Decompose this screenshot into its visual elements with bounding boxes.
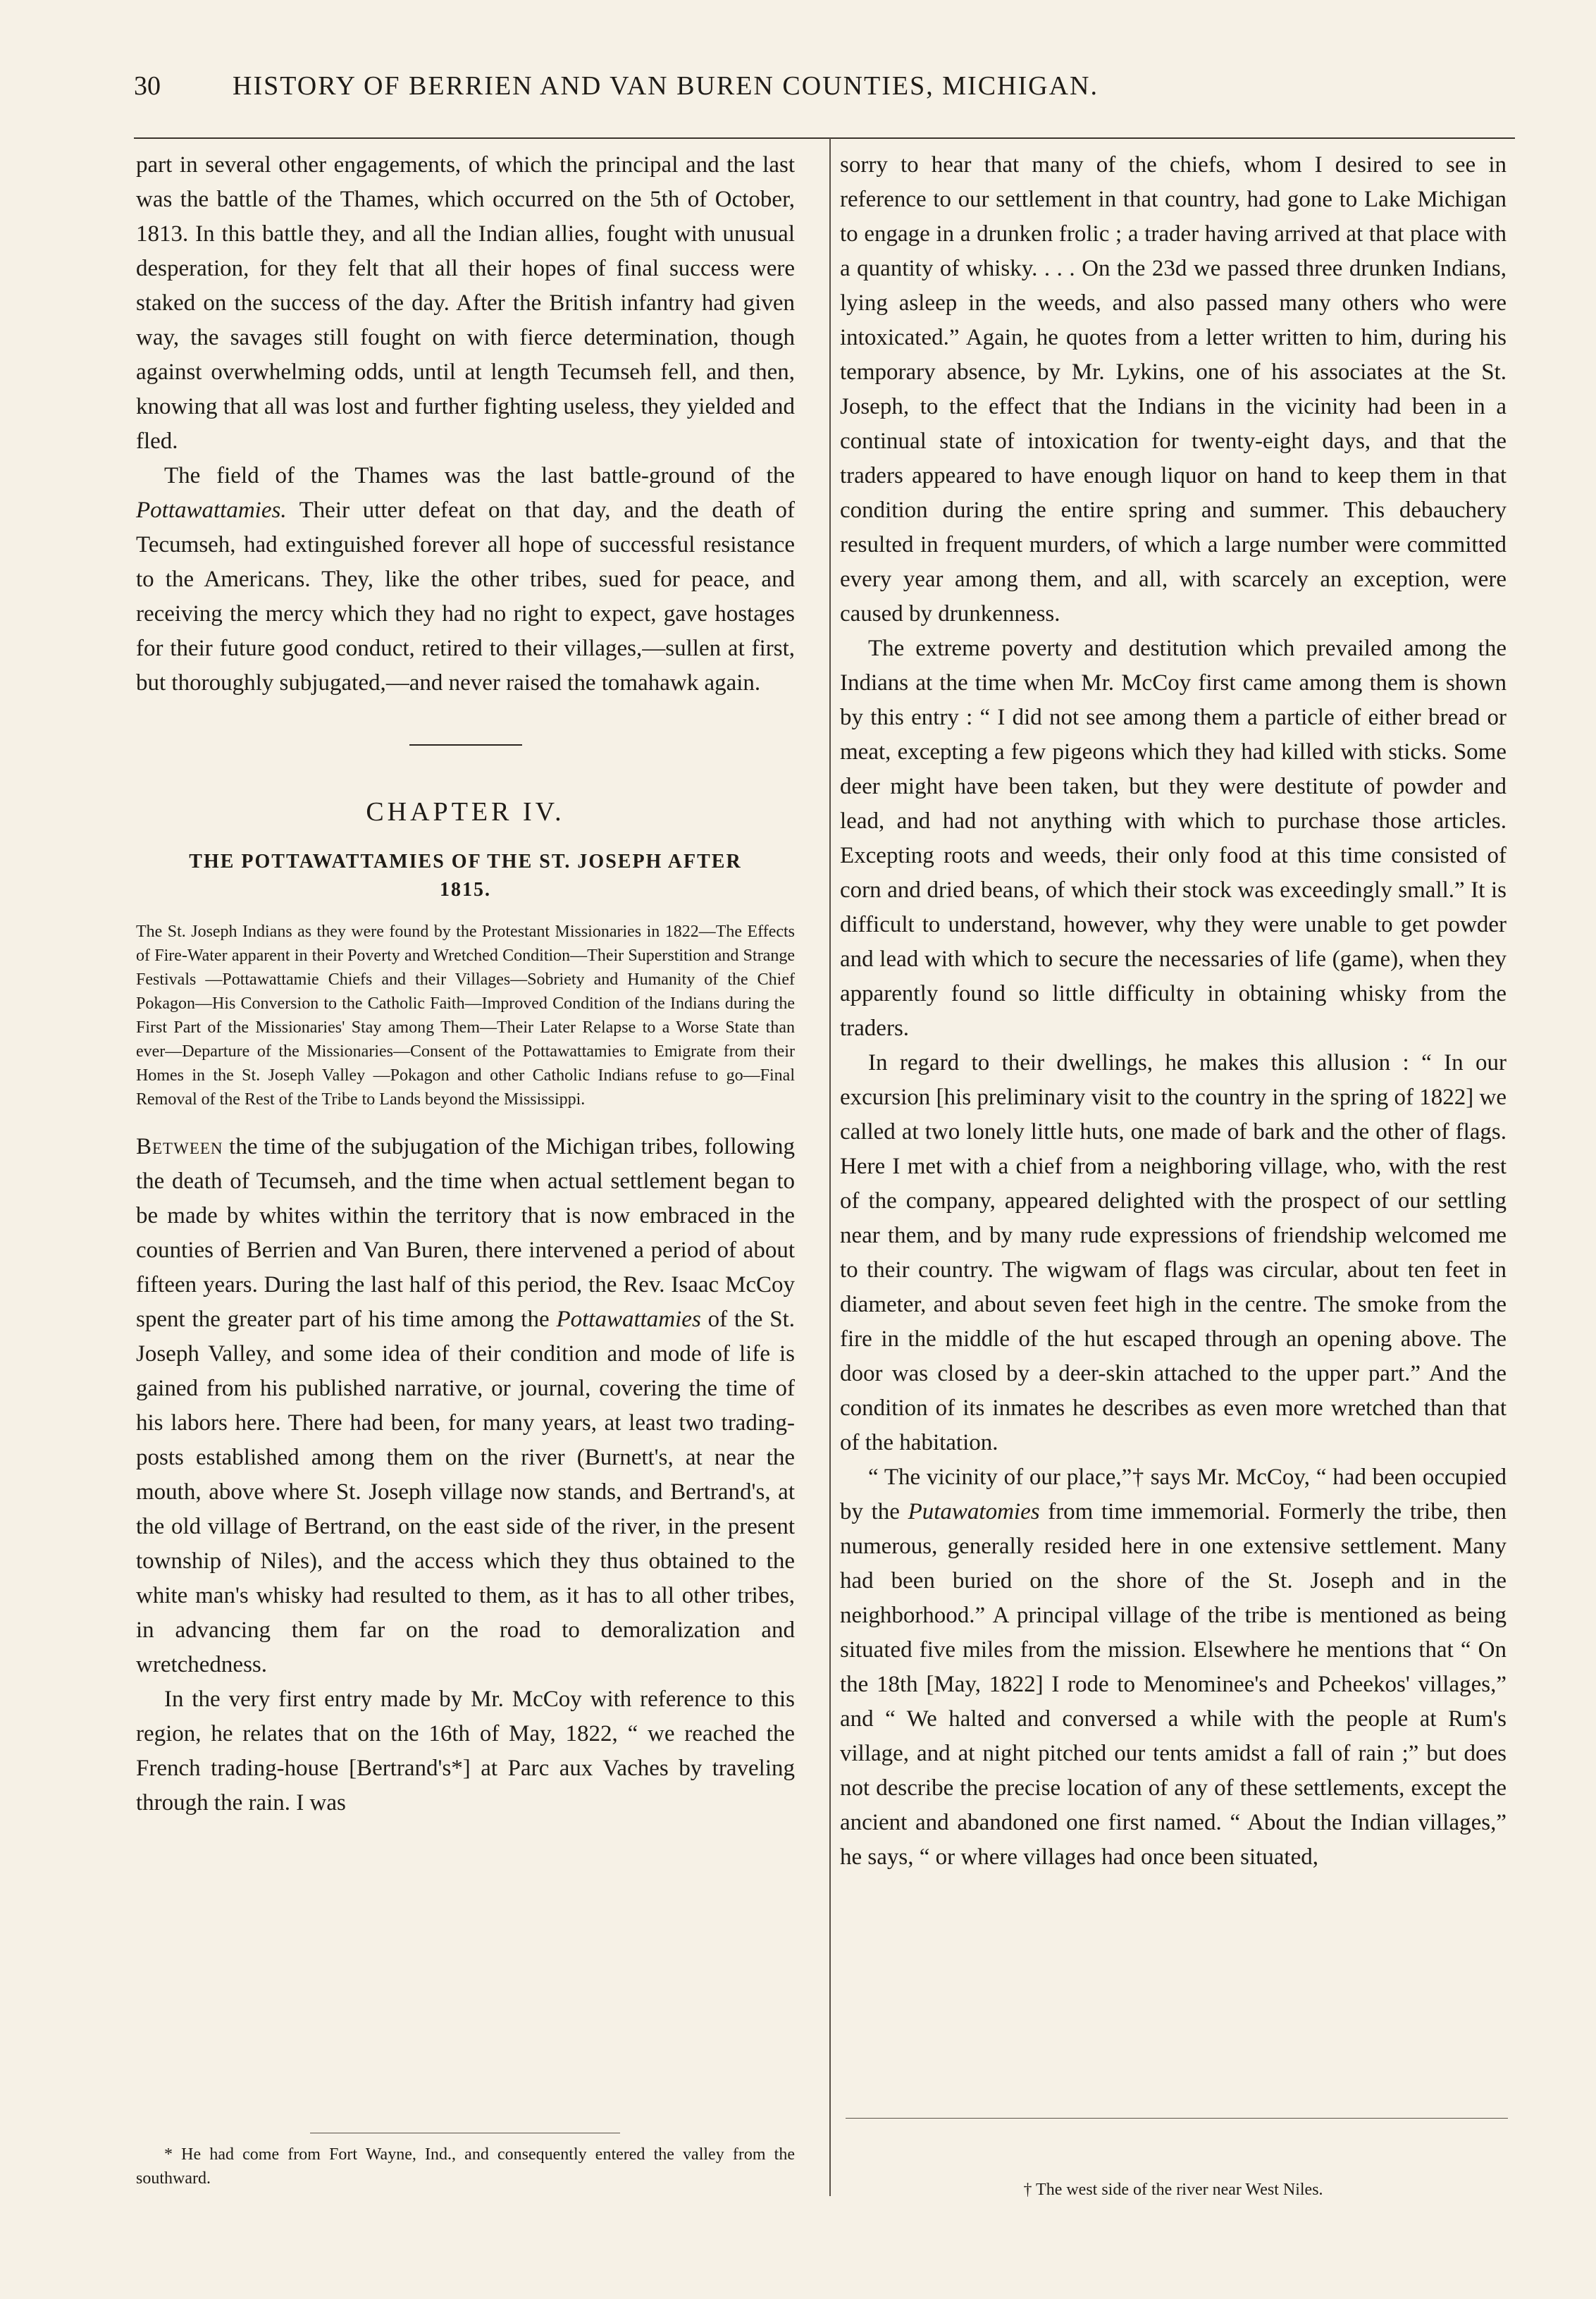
paragraph: The extreme poverty and destitution which prevailed among the Indians at the time when Mr. McCoy first came among them is shown by this entry : “ I did not see among them a particle of either bread or meat, excepting a few pigeons which they had killed with sticks. Some deer might have been taken, but they were destitute of powder and lead, and had not anything with which to purchase those articles. Excepting roots and weeds, their only food at this time consisted of corn and dried beans, of which their stock was exceedingly small.” It is difficult to understand, however, why they were unable to get powder and lead with which to secure the necessaries of life (game), when they apparently found so little difficulty in obtaining whisky from the traders. xyxy=(840,636,1507,1041)
paragraph-text: of the St. Joseph Valley, and some idea of their condition and mode of life is gained from his published narrative, or journal, covering the time of his labors here. There had been, for many years, at least two trading-posts established among them on the river (Burnett's, at near the mouth, above where St. Joseph village now stands, and Bertrand's, at the old village of Bertrand, on the east side of the river, in the present township of Niles), and the access which they thus obtained to the white man's whisky had resulted to them, as it has to all other tribes, in advancing them far on the road to demoralization and wretchedness. xyxy=(136,1307,795,1677)
paragraph: In regard to their dwellings, he makes this allusion : “ In our excursion [his preliminary visit to the country in the spring of 1822] we called at two lonely little huts, one made of bark and the other of flags. Here I met with a chief from a neighboring village, who, with the rest of the company, appeared delighted with the prospect of our settling near them, and by many rude expressions of friendship welcomed me to their country. The wigwam of flags was circular, about ten feet in diameter, and about seven feet high in the centre. The smoke from the fire in the middle of the hut escaped through an opening above. The door was closed by a deer-skin attached to the upper part.” And the condition of its inmates he describes as even more wretched than that of the habitation. xyxy=(840,1050,1507,1455)
paragraph-text: Their utter defeat on that day, and the death of Tecumseh, had extinguished forever all hope of successful resistance to the Americans. They, like the other tribes, sued for peace, and receiving the mercy which they had no right to expect, gave hostages for their future good conduct, retired to their villages,—sullen at first, but thoroughly subjugated,—and never raised the tomahawk again. xyxy=(136,498,795,696)
paragraph-text: the time of the subjugation of the Michigan tribes, following the death of Tecumseh, and the time when actual settlement began to be made by whites within the territory that is now embraced in the counties of Berrien and Van Buren, there intervened a period of about fifteen years. During the last half of this period, the Rev. Isaac McCoy spent the greater part of his time among the xyxy=(136,1134,795,1332)
paragraph: In the very first entry made by Mr. McCoy with reference to this region, he relates that on the 16th of May, 1822, “ we reached the French trading-house [Bertrand's*] at Parc aux Vaches by traveling through the rain. I was xyxy=(136,1687,795,1816)
paragraph-text: from time immemorial. Formerly the tribe, then numerous, generally resided here in one extensive settlement. Many had been buried on the shore of the St. Joseph and in the neighborhood.” A principal village of the tribe is mentioned as being situated five miles from the mission. Elsewhere he mentions that “ On the 18th [May, 1822] I rode to Menominee's and Pcheekos' villages,” and “ We halted and conversed a while with the people at Rum's village, and at night pitched our tents amidst a fall of rain ;” but does not describe the precise location of any of these settlements, except the ancient and abandoned one first named. “ About the Indian villages,” he says, “ or where villages had once been situated, xyxy=(840,1499,1507,1870)
running-title: HISTORY OF BERRIEN AND VAN BUREN COUNTIES, MICHIGAN. xyxy=(233,71,1099,101)
column-divider xyxy=(829,138,831,2196)
italic-term: Pottawattamies. xyxy=(136,498,287,523)
paragraph-text: “ The vicinity of our place,”† says Mr. McCoy, “ had been occupied by the xyxy=(840,1465,1507,1524)
italic-term: Putawatomies xyxy=(908,1499,1040,1524)
paragraph: part in several other engagements, of which the principal and the last was the battle of the Thames, which occurred on the 5th of October, 1813. In this battle they, and all the Indian allies, fought with unusual desperation, for they felt that all their hopes of final success were staked on the success of the day. After the British infantry had given way, the savages still fought on with fierce determination, though against overwhelming odds, until at length Tecumseh fell, and then, knowing that all was lost and further fighting useless, they yielded and fled. xyxy=(136,152,795,454)
chapter-synopsis: The St. Joseph Indians as they were found by the Protestant Missionaries in 1822—The Effects of Fire-Water apparent in their Poverty and Wretched Condition—Their Superstition and Strange Festivals —Pottawattamie Chiefs and their Villages—Sobriety and Humanity of the Chief Pokagon—His Conversion to the Catholic Faith—Improved Condition of the Indians during the First Part of the Missionaries' Stay among Them—Their Later Relapse to a Worse State than ever—Departure of the Missionaries—Consent of the Pottawattamies to Emigrate from their Homes in the St. Joseph Valley —Pokagon and other Catholic Indians refuse to go—Final Removal of the Rest of the Tribe to Lands beyond the Mississippi. xyxy=(136,923,795,1109)
footnote-rule xyxy=(846,2118,1508,2119)
right-column xyxy=(840,148,1507,1875)
paragraph: sorry to hear that many of the chiefs, whom I desired to see in reference to our settlement in that country, had gone to Lake Michigan to engage in a drunken frolic ; a trader having arrived at that place with a quantity of whisky. . . . On the 23d we passed three drunken Indians, lying asleep in the weeds, and also passed many others who were intoxicated.” Again, he quotes from a letter written to him, during his temporary absence, by Mr. Lykins, one of his associates at the St. Joseph, to the effect that the Indians in the vicinity had been in a continual state of intoxication for twenty-eight days, and that the traders appeared to have enough liquor on hand to keep them in that condition during the entire spring and summer. This debauchery resulted in frequent murders, of which a large number were committed every year among them, and all, with scarcely an exception, were caused by drunkenness. xyxy=(840,152,1507,627)
footnote: † The west side of the river near West Niles. xyxy=(1023,2181,1323,2199)
page-number: 30 xyxy=(134,71,161,101)
paragraph xyxy=(136,459,795,701)
lead-word: Between xyxy=(136,1134,223,1159)
chapter-heading: CHAPTER IV. xyxy=(366,797,565,827)
chapter-title: THE POTTAWATTAMIES OF THE ST. JOSEPH AFTER 1815. xyxy=(189,851,742,901)
paragraph xyxy=(136,1130,795,1682)
section-separator xyxy=(409,744,522,746)
italic-term: Pottawattamies xyxy=(556,1307,701,1332)
left-column xyxy=(136,148,795,1820)
page-header xyxy=(134,70,1304,113)
paragraph xyxy=(840,1460,1507,1875)
footnote: * He had come from Fort Wayne, Ind., and consequently entered the valley from the southward. xyxy=(136,2145,795,2188)
header-rule xyxy=(134,137,1515,139)
paragraph-text: The field of the Thames was the last battle-ground of the xyxy=(164,463,795,488)
